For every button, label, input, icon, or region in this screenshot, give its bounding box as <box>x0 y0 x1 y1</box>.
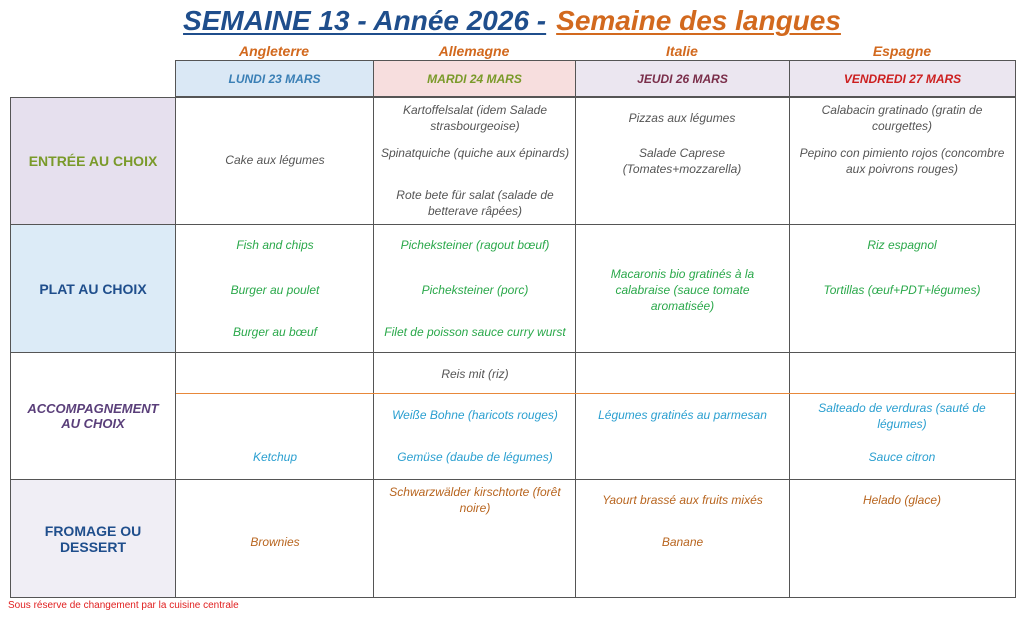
menu-item: Burger au poulet <box>230 283 320 297</box>
menu-item: Salteado de verduras (sauté de légumes) <box>818 401 986 431</box>
menu-item: Reis mit (riz) <box>441 367 509 381</box>
menu-item: Rote bete für salat (salade de betterave râpées) <box>396 188 554 218</box>
menu-item: Schwarzwälder kirschtorte (forêt noire) <box>389 485 561 515</box>
menu-item: Riz espagnol <box>867 238 937 252</box>
week-title: SEMAINE 13 - Année 2026 - <box>183 5 547 36</box>
country-label-italie: Italie <box>666 43 698 59</box>
menu-item: Spinatquiche (quiche aux épinards) <box>380 146 570 160</box>
menu-item: Pizzas aux légumes <box>628 111 736 125</box>
menu-item: Yaourt brassé aux fruits mixés <box>602 493 763 507</box>
day-header-mardi: MARDI 24 MARS <box>373 60 576 97</box>
day-header-vendredi: VENDREDI 27 MARS <box>789 60 1016 97</box>
footer-note: Sous réserve de changement par la cuisine centrale <box>8 600 239 611</box>
day-header-lundi: LUNDI 23 MARS <box>175 60 374 97</box>
menu-item: Weiße Bohne (haricots rouges) <box>392 408 558 422</box>
menu-item: Picheksteiner (ragout bœuf) <box>400 238 550 252</box>
country-label-espagne: Espagne <box>872 43 932 59</box>
row-label-dessert: FROMAGE OU DESSERT <box>10 479 176 598</box>
menu-item: Burger au bœuf <box>232 325 318 339</box>
menu-item: Banane <box>661 535 704 549</box>
row-label-plat: PLAT AU CHOIX <box>10 224 176 353</box>
menu-item: Calabacin gratinado (gratin de courgettes) <box>821 103 983 133</box>
menu-item: Brownies <box>250 535 300 549</box>
menu-item: Gemüse (daube de légumes) <box>397 450 553 464</box>
country-label-angleterre: Angleterre <box>238 43 310 59</box>
menu-item: Tortillas (œuf+PDT+légumes) <box>823 283 981 297</box>
row-label-accompagnement: ACCOMPAGNEMENT AU CHOIX <box>10 352 176 480</box>
row-label-entree: ENTRÉE AU CHOIX <box>10 97 176 225</box>
menu-item: Légumes gratinés au parmesan <box>598 408 767 422</box>
menu-item: Ketchup <box>252 450 298 464</box>
menu-item: Fish and chips <box>236 238 314 252</box>
menu-item: Helado (glace) <box>862 493 942 507</box>
country-label-allemagne: Allemagne <box>438 43 510 59</box>
menu-item: Picheksteiner (porc) <box>421 283 529 297</box>
menu-item: Kartoffelsalat (idem Salade strasbourgeoise) <box>402 103 548 133</box>
accompaniment-separator <box>176 393 1015 394</box>
page-title <box>0 2 1024 40</box>
menu-item: Pepino con pimiento rojos (concombre aux poivrons rouges) <box>799 146 1005 176</box>
theme-title: Semaine des langues <box>556 5 841 36</box>
menu-item: Macaronis bio gratinés à la calabraise (sauce tomate aromatisée) <box>610 267 755 313</box>
menu-item: Filet de poisson sauce curry wurst <box>384 325 566 339</box>
day-header-jeudi: JEUDI 26 MARS <box>575 60 790 97</box>
menu-item: Salade Caprese (Tomates+mozzarella) <box>622 146 742 176</box>
menu-item: Cake aux légumes <box>225 153 325 167</box>
menu-item: Sauce citron <box>868 450 936 464</box>
